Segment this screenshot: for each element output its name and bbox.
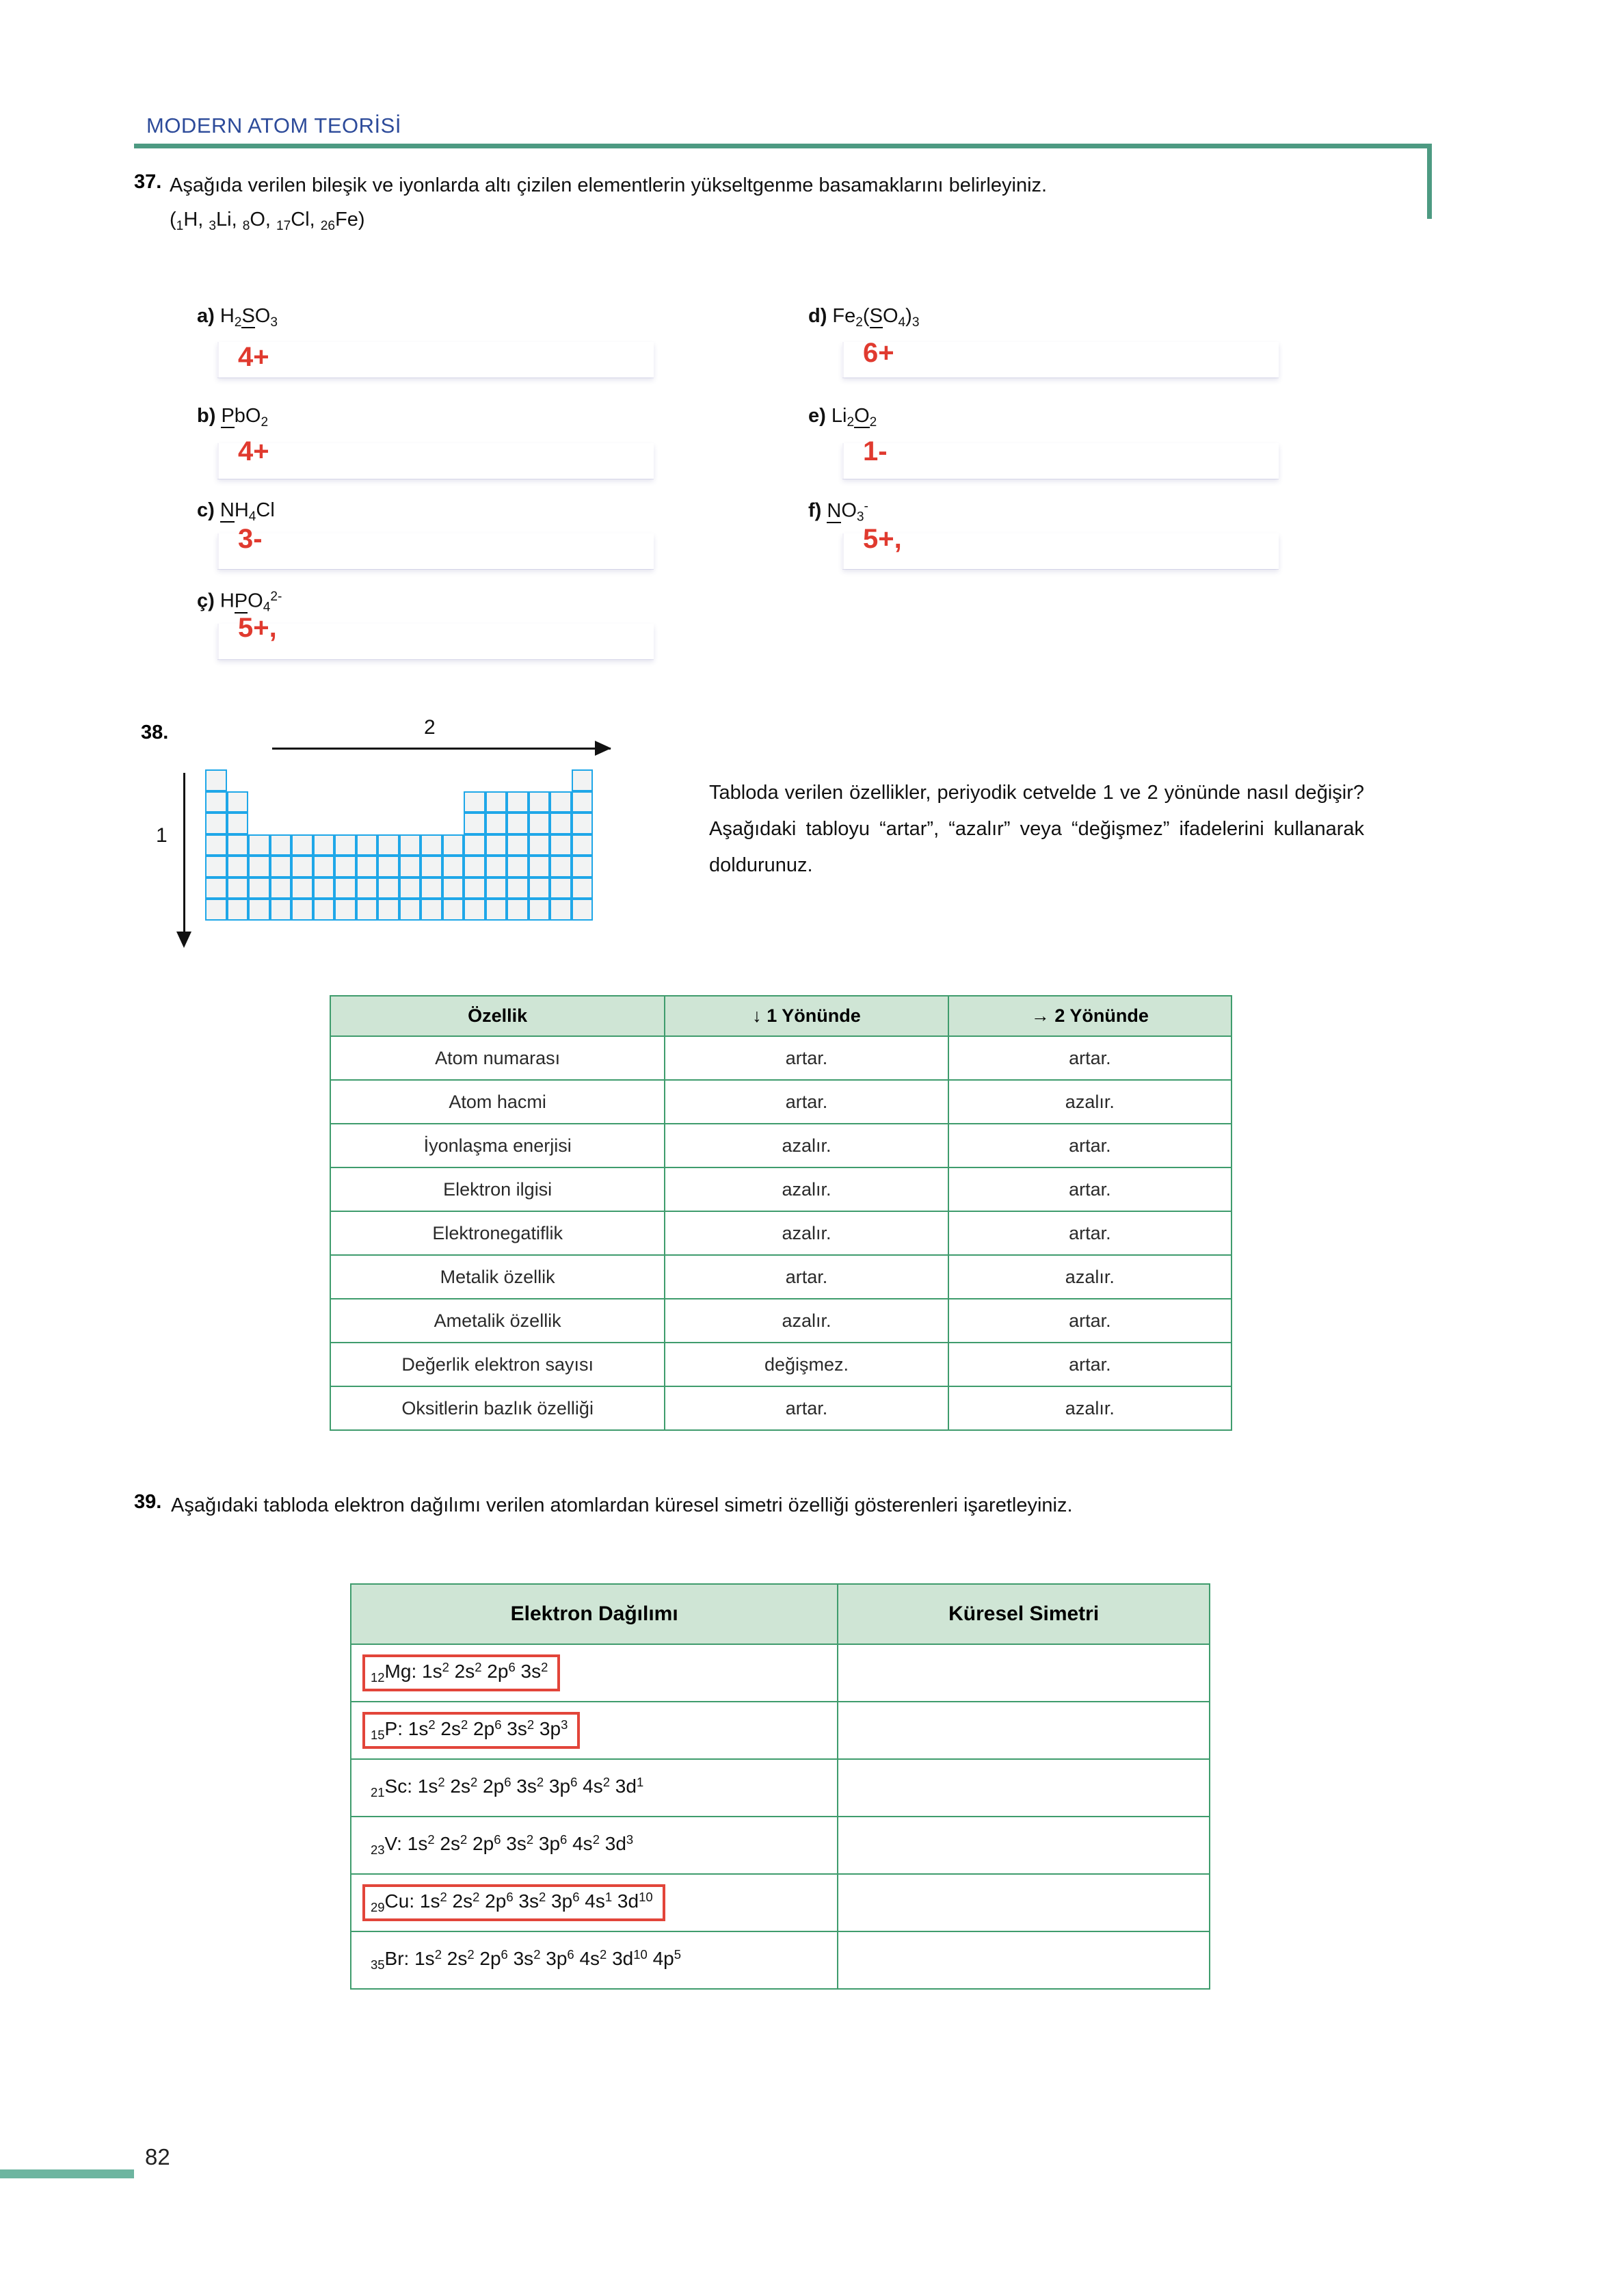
periodic-table-cell: [227, 834, 249, 856]
header-divider: [134, 144, 1432, 148]
spherical-symmetry-cell[interactable]: [838, 1759, 1210, 1817]
periodic-table-cell: [270, 856, 292, 877]
footer-divider: [0, 2169, 134, 2178]
periodic-table-cell: [356, 899, 378, 921]
direction-1-label: 1: [156, 824, 168, 847]
electron-configuration-cell: $_{35}$Br: $1s^2$ $2s^2$ $2p^6$ $3s^2$ $3p^6$ $4s^2$ $3d^{10}$ $4p^5$: [351, 1931, 838, 1989]
property-name-cell: Değerlik elektron sayısı: [330, 1343, 665, 1386]
periodic-table-cell: [227, 813, 249, 834]
periodic-table-cell: [356, 856, 378, 877]
electron-configuration-cell: $_{21}$Sc: $1s^2$ $2s^2$ $2p^6$ $3s^2$ $3p^6$ $4s^2$ $3d^1$: [351, 1759, 838, 1817]
periodic-table-cell: [507, 834, 529, 856]
periodic-table-cell: [356, 834, 378, 856]
periodic-table-cell: [399, 834, 421, 856]
property-name-cell: Elektron ilgisi: [330, 1167, 665, 1211]
periodic-table-cell: [205, 856, 227, 877]
question-38-number: 38.: [141, 722, 169, 743]
periodic-table-cell: [248, 877, 270, 899]
table-row: [330, 1080, 1232, 1124]
spherical-symmetry-cell[interactable]: [838, 1931, 1210, 1989]
periodic-table-cell: [507, 856, 529, 877]
periodic-table-cell: [291, 834, 313, 856]
periodic-table-cell: [205, 769, 227, 791]
econf-header-row: [351, 1584, 1210, 1644]
page-number: 82: [145, 2144, 170, 2169]
periodic-table-cell: [227, 856, 249, 877]
periodic-table-cell: [334, 834, 356, 856]
property-value-cell[interactable]: azalır.: [948, 1386, 1232, 1430]
periodic-table-cell: [205, 813, 227, 834]
periodic-table-cell: [550, 791, 572, 813]
periodic-table-cell: [485, 899, 507, 921]
highlight-box: $_{12}$Mg: $1s^2$ $2s^2$ $2p^6$ $3s^2$: [362, 1654, 560, 1691]
table-row: [330, 1211, 1232, 1255]
periodic-table-cell: [572, 856, 594, 877]
direction-2-arrow: [272, 748, 611, 750]
q37-answer-d: 6+: [863, 338, 894, 368]
property-value-cell[interactable]: artar.: [948, 1343, 1232, 1386]
periodic-table-cell: [550, 856, 572, 877]
periodic-table-cell: [442, 899, 464, 921]
periodic-table-cell: [572, 791, 594, 813]
periodic-table-cell: [550, 834, 572, 856]
spherical-symmetry-cell[interactable]: [838, 1817, 1210, 1874]
periodic-table-cell: [399, 877, 421, 899]
table-row: [351, 1702, 1210, 1759]
question-37-prompt: Aşağıda verilen bileşik ve iyonlarda altı çizilen elementlerin yükseltgenme basamaklarını belirleyiniz.: [170, 174, 1048, 196]
spherical-symmetry-cell[interactable]: [838, 1644, 1210, 1702]
periodic-table-cell: [377, 856, 399, 877]
table-row: [351, 1759, 1210, 1817]
periodic-table-cell: [572, 877, 594, 899]
property-value-cell[interactable]: azalır.: [948, 1080, 1232, 1124]
periodic-table-cell: [485, 856, 507, 877]
table-row: [330, 1036, 1232, 1080]
direction1-col-header: ↓ 1 Yönünde: [665, 996, 948, 1036]
property-value-cell[interactable]: artar.: [948, 1299, 1232, 1343]
periodic-table-cell: [421, 856, 442, 877]
direction-2-label: 2: [424, 716, 436, 739]
periodic-table-cell: [313, 899, 335, 921]
symmetry-col-header: Küresel Simetri: [838, 1584, 1210, 1644]
table-row: [330, 1299, 1232, 1343]
periodic-table-cell: [572, 813, 594, 834]
question-39-prompt: Aşağıdaki tabloda elektron dağılımı verilen atomlardan küresel simetri özelliği gösterenleri işaretleyiniz.: [171, 1494, 1073, 1516]
econf-col-header: Elektron Dağılımı: [351, 1584, 838, 1644]
q37-item-c-label: c) $NH_4Cl$: [197, 499, 275, 525]
property-value-cell[interactable]: değişmez.: [665, 1343, 948, 1386]
table-row: [330, 1386, 1232, 1430]
electron-configuration-table: [350, 1583, 1210, 1990]
periodic-table-cell: [377, 834, 399, 856]
property-name-cell: Oksitlerin bazlık özelliği: [330, 1386, 665, 1430]
periodic-table-cell: [313, 834, 335, 856]
direction2-col-header: → 2 Yönünde: [948, 996, 1232, 1036]
property-name-cell: Elektronegatiflik: [330, 1211, 665, 1255]
direction-1-arrow: [183, 773, 185, 933]
periodic-table-cell: [334, 877, 356, 899]
chapter-title: MODERN ATOM TEORİSİ: [146, 114, 401, 137]
table-row: [330, 1167, 1232, 1211]
q37-answer-c-cedilla: 5+,: [238, 613, 277, 643]
periodic-table-cell: [529, 813, 550, 834]
periodic-table-cell: [421, 834, 442, 856]
property-value-cell[interactable]: azalır.: [665, 1299, 948, 1343]
periodic-table-cell: [442, 834, 464, 856]
periodic-table-cell: [485, 791, 507, 813]
question-39-number: 39.: [134, 1491, 162, 1513]
electron-configuration-cell: $_{23}$V: $1s^2$ $2s^2$ $2p^6$ $3s^2$ $3p^6$ $4s^2$ $3d^3$: [351, 1817, 838, 1874]
q37-answer-line-a[interactable]: [217, 342, 654, 378]
property-col-header: Özellik: [330, 996, 665, 1036]
periodic-table-cell: [356, 877, 378, 899]
q37-answer-line-b[interactable]: [217, 443, 654, 479]
property-value-cell[interactable]: artar.: [948, 1211, 1232, 1255]
periodic-table-cell: [377, 899, 399, 921]
periodic-table-cell: [205, 834, 227, 856]
periodic-table-cell: [485, 877, 507, 899]
periodic-table-cell: [529, 877, 550, 899]
electron-configuration-cell: [351, 1644, 838, 1702]
periodic-table-cell: [399, 899, 421, 921]
q37-item-d-label: d) $Fe_2(SO_4)_3$: [808, 305, 920, 330]
periodic-table-cell: [529, 899, 550, 921]
q37-answer-c: 3-: [238, 524, 263, 554]
question-37-number: 37.: [134, 171, 162, 193]
periodic-table-cell: [313, 856, 335, 877]
periodic-table-cell: [334, 856, 356, 877]
table-row: [351, 1644, 1210, 1702]
periodic-table-cell: [442, 877, 464, 899]
property-value-cell[interactable]: artar.: [665, 1255, 948, 1299]
periodic-table-cell: [270, 834, 292, 856]
q37-item-e-label: e) $Li_2O_2$: [808, 405, 877, 430]
periodic-table-cell: [464, 834, 485, 856]
periodic-table-cell: [270, 877, 292, 899]
periodic-table-cell: [248, 834, 270, 856]
periodic-table-cell: [464, 791, 485, 813]
periodic-table-cell: [291, 899, 313, 921]
periodic-table-cell: [529, 791, 550, 813]
periodic-table-cell: [485, 813, 507, 834]
question-38-body: Tabloda verilen özellikler, periyodik cetvelde 1 ve 2 yönünde nasıl değişir? Aşağıdaki tabloyu “artar”, “azalır” veya “değişmez” ifadelerini kullanarak doldurunuz.: [709, 782, 1364, 876]
periodic-table-cell: [227, 877, 249, 899]
property-value-cell[interactable]: artar.: [948, 1167, 1232, 1211]
periodic-property-table: [330, 995, 1232, 1431]
q37-item-a-label: a) $H_2SO_3$: [197, 305, 278, 330]
spherical-symmetry-cell[interactable]: [838, 1874, 1210, 1931]
q37-item-f-label: f) $NO_3^-$: [808, 499, 868, 525]
q37-answer-b: 4+: [238, 436, 269, 466]
periodic-table-cell: [550, 899, 572, 921]
periodic-table-cell: [248, 856, 270, 877]
q37-answer-line-d[interactable]: [842, 342, 1279, 378]
property-value-cell[interactable]: azalır.: [665, 1124, 948, 1167]
question-37-given: ($_1H$, $_3$Li, $_8$O, $_{17}$Cl, $_{26}$Fe): [170, 209, 365, 234]
property-value-cell[interactable]: artar.: [948, 1124, 1232, 1167]
q37-answer-a: 4+: [238, 342, 269, 372]
highlight-box: $_{15}$P: $1s^2$ $2s^2$ $2p^6$ $3s^2$ $3p^3$: [362, 1712, 580, 1748]
q37-answer-line-c-cedilla[interactable]: [217, 624, 654, 659]
electron-configuration-cell: [351, 1874, 838, 1931]
periodic-table-cell: [507, 899, 529, 921]
q37-answer-e: 1-: [863, 436, 888, 466]
q37-item-c-cedilla-label: ç) $HPO_4^{2-}$: [197, 590, 282, 615]
periodic-table-cell: [313, 877, 335, 899]
highlight-box: $_{29}$Cu: $1s^2$ $2s^2$ $2p^6$ $3s^2$ $3p^6$ $4s^1$ $3d^{10}$: [362, 1884, 665, 1921]
periodic-table-cell: [464, 813, 485, 834]
periodic-table-cell: [464, 856, 485, 877]
property-name-cell: Metalik özellik: [330, 1255, 665, 1299]
periodic-table-cell: [205, 877, 227, 899]
periodic-table-cell: [529, 856, 550, 877]
property-value-cell[interactable]: azalır.: [665, 1211, 948, 1255]
q37-answer-line-e[interactable]: [842, 443, 1279, 479]
table-row: [330, 1343, 1232, 1386]
table-row: [351, 1931, 1210, 1989]
property-value-cell[interactable]: artar.: [665, 1080, 948, 1124]
periodic-table-cell: [205, 791, 227, 813]
periodic-table-cell: [421, 877, 442, 899]
periodic-table-cell: [464, 877, 485, 899]
property-value-cell[interactable]: artar.: [948, 1036, 1232, 1080]
spherical-symmetry-cell[interactable]: [838, 1702, 1210, 1759]
periodic-table-cell: [507, 791, 529, 813]
property-name-cell: Ametalik özellik: [330, 1299, 665, 1343]
periodic-table-cell: [291, 877, 313, 899]
periodic-table-cell: [572, 834, 594, 856]
q37-answer-line-f[interactable]: [842, 533, 1279, 569]
periodic-table-cell: [572, 899, 594, 921]
periodic-table-cell: [334, 899, 356, 921]
property-table-header-row: [330, 996, 1232, 1036]
property-value-cell[interactable]: artar.: [665, 1386, 948, 1430]
q37-answer-line-c[interactable]: [217, 533, 654, 569]
periodic-table-cell: [399, 856, 421, 877]
periodic-table-cell: [550, 877, 572, 899]
periodic-table-cell: [248, 899, 270, 921]
table-row: [351, 1874, 1210, 1931]
property-value-cell[interactable]: azalır.: [665, 1167, 948, 1211]
periodic-table-cell: [421, 899, 442, 921]
periodic-table-cell: [529, 834, 550, 856]
table-row: [330, 1255, 1232, 1299]
periodic-table-cell: [572, 769, 594, 791]
periodic-table-cell: [464, 899, 485, 921]
periodic-table-cell: [507, 813, 529, 834]
property-name-cell: Atom hacmi: [330, 1080, 665, 1124]
table-row: [351, 1817, 1210, 1874]
electron-configuration-cell: [351, 1702, 838, 1759]
periodic-table-cell: [442, 856, 464, 877]
periodic-table-cell: [270, 899, 292, 921]
periodic-table-cell: [507, 877, 529, 899]
property-value-cell[interactable]: artar.: [665, 1036, 948, 1080]
header-divider-right: [1427, 144, 1432, 219]
periodic-table-cell: [377, 877, 399, 899]
q37-item-b-label: b) PbO$_2$: [197, 405, 269, 430]
periodic-table-cell: [227, 899, 249, 921]
property-name-cell: İyonlaşma enerjisi: [330, 1124, 665, 1167]
table-row: [330, 1124, 1232, 1167]
periodic-table-cell: [291, 856, 313, 877]
property-name-cell: Atom numarası: [330, 1036, 665, 1080]
property-value-cell[interactable]: azalır.: [948, 1255, 1232, 1299]
periodic-table-cell: [205, 899, 227, 921]
q37-answer-f: 5+,: [863, 524, 902, 554]
periodic-table-cell: [550, 813, 572, 834]
periodic-table-cell: [227, 791, 249, 813]
periodic-table-cell: [485, 834, 507, 856]
